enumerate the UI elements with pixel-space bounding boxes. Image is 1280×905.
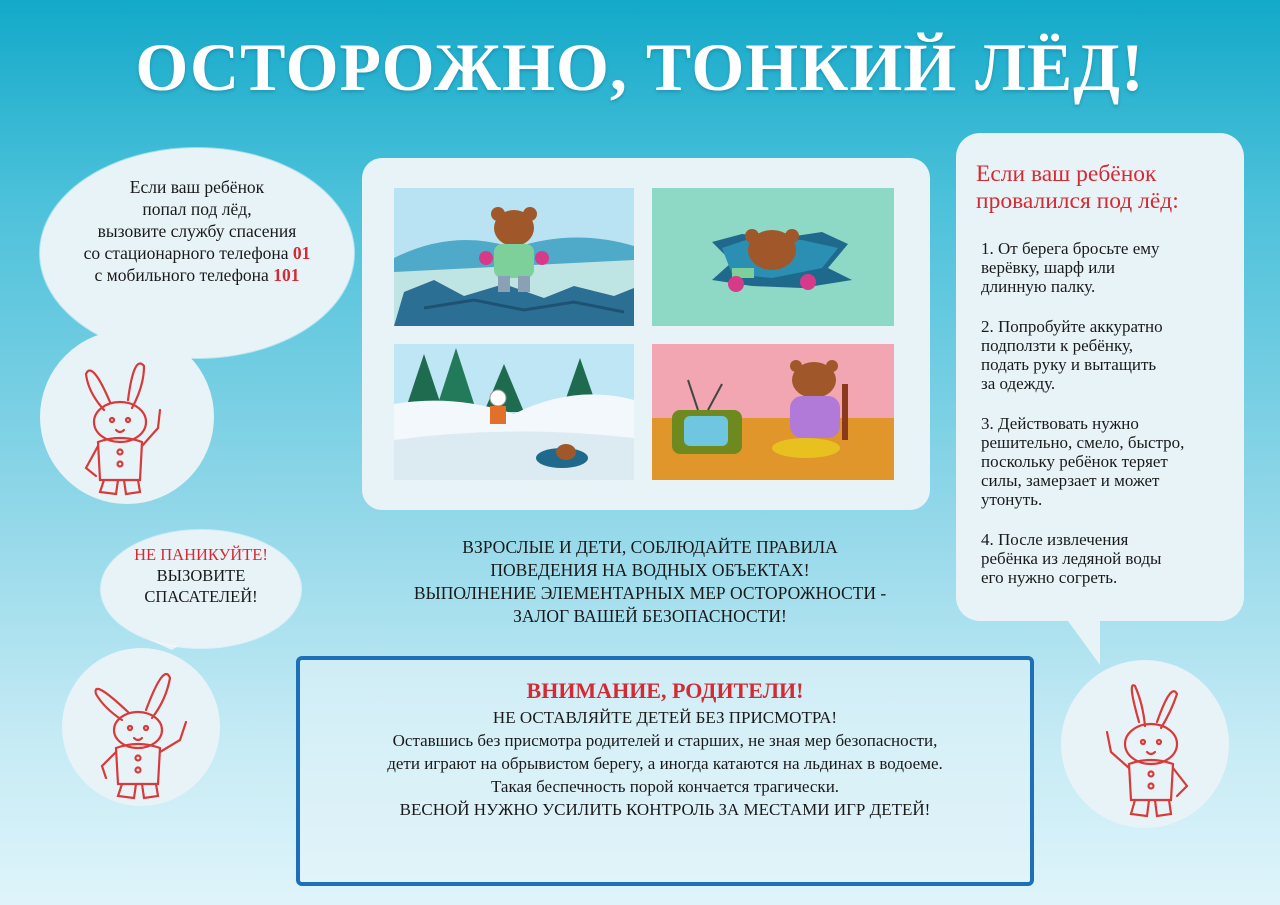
step-line: его нужно согреть. xyxy=(981,568,1118,587)
step-line: решительно, смело, быстро, xyxy=(981,433,1185,452)
rescue-step-2 xyxy=(981,317,1236,393)
step-line: ребёнка из ледяной воды xyxy=(981,549,1162,568)
attention-title: ВНИМАНИЕ, РОДИТЕЛИ! xyxy=(526,678,804,703)
mobile-number: 101 xyxy=(273,265,300,285)
rescue-instructions-box xyxy=(956,133,1244,621)
step-line: длинную палку. xyxy=(981,277,1096,296)
mobile-label: с мобильного телефона xyxy=(94,265,274,285)
dont-panic-bubble xyxy=(101,530,301,648)
emergency-call-bubble xyxy=(40,148,354,358)
poster-title: ОСТОРОЖНО, ТОНКИЙ ЛЁД! xyxy=(135,29,1145,105)
panic-line: СПАСАТЕЛЕЙ! xyxy=(144,587,258,606)
bear-on-cracking-ice-image xyxy=(394,188,634,326)
rescue-step-1 xyxy=(981,239,1236,296)
landline-number: 01 xyxy=(292,243,311,263)
step-line: 3. Действовать нужно xyxy=(981,414,1139,433)
step-line: поскольку ребёнок теряет xyxy=(981,452,1168,471)
rescue-step-4 xyxy=(981,530,1236,587)
illustration-rabbit-helps-bear xyxy=(394,344,634,480)
step-line: за одежду. xyxy=(981,374,1056,393)
rescue-steps-list xyxy=(981,239,1236,608)
rabbit-mascot-3 xyxy=(1061,660,1229,828)
bubble-line: попал под лёд, xyxy=(142,199,252,219)
rabbit-mascot-1 xyxy=(40,330,214,504)
step-line: верёвку, шарф или xyxy=(981,258,1115,277)
bubble-line: вызовите службу спасения xyxy=(97,221,297,241)
safety-line: ПОВЕДЕНИЯ НА ВОДНЫХ ОБЪЕКТАХ! xyxy=(490,560,810,580)
safety-rules-text xyxy=(360,536,940,628)
bubble-line: Если ваш ребёнок xyxy=(129,177,265,197)
rabbit-helping-bear-image xyxy=(394,344,634,480)
rabbit-pointing-icon xyxy=(40,330,214,504)
step-line: утонуть. xyxy=(981,490,1043,509)
illustration-bear-under-ice xyxy=(652,188,894,326)
landline-label: со стационарного телефона xyxy=(83,243,293,263)
illustration-bear-on-ice xyxy=(394,188,634,326)
rabbit-mascot-2 xyxy=(62,648,220,806)
bear-fallen-through-ice-image xyxy=(652,188,894,326)
step-line: силы, замерзает и может xyxy=(981,471,1160,490)
illustration-bear-warming xyxy=(652,344,894,480)
panic-line: ВЫЗОВИТЕ xyxy=(156,566,246,585)
title-line: Если ваш ребёнок xyxy=(976,161,1157,187)
title-line: провалился под лёд: xyxy=(976,188,1179,214)
emergency-call-text xyxy=(40,176,354,286)
step-line: 1. От берега бросьте ему xyxy=(981,239,1160,258)
safety-line: ВЫПОЛНЕНИЕ ЭЛЕМЕНТАРНЫХ МЕР ОСТОРОЖНОСТИ - xyxy=(413,583,887,603)
attention-line: ВЕСНОЙ НУЖНО УСИЛИТЬ КОНТРОЛЬ ЗА МЕСТАМИ ИГР ДЕТЕЙ! xyxy=(399,800,931,819)
rabbit-thinking-icon xyxy=(1061,660,1229,828)
dont-panic-text xyxy=(101,544,301,607)
step-line: подать руку и вытащить xyxy=(981,355,1157,374)
bear-warming-up-image xyxy=(652,344,894,480)
attention-line: Оставшись без присмотра родителей и старших, не зная мер безопасности, xyxy=(392,731,938,750)
step-line: подползти к ребёнку, xyxy=(981,336,1134,355)
landline-line xyxy=(40,242,354,264)
panic-warning: НЕ ПАНИКУЙТЕ! xyxy=(134,545,268,564)
attention-line: дети играют на обрывистом берегу, а иногда катаются на льдинах в водоеме. xyxy=(387,754,943,773)
rescue-instructions-title xyxy=(976,161,1238,215)
safety-line: ЗАЛОГ ВАШЕЙ БЕЗОПАСНОСТИ! xyxy=(513,606,787,626)
attention-line: НЕ ОСТАВЛЯЙТЕ ДЕТЕЙ БЕЗ ПРИСМОТРА! xyxy=(492,708,838,727)
safety-line: ВЗРОСЛЫЕ И ДЕТИ, СОБЛЮДАЙТЕ ПРАВИЛА xyxy=(462,537,838,557)
attention-body xyxy=(300,706,1030,821)
mobile-line xyxy=(40,264,354,286)
attention-line: Такая беспечность порой кончается трагически. xyxy=(490,777,840,796)
rabbit-waving-icon xyxy=(62,648,220,806)
parents-attention-box xyxy=(296,656,1034,886)
step-line: 4. После извлечения xyxy=(981,530,1129,549)
step-line: 2. Попробуйте аккуратно xyxy=(981,317,1163,336)
rescue-step-3 xyxy=(981,414,1236,509)
